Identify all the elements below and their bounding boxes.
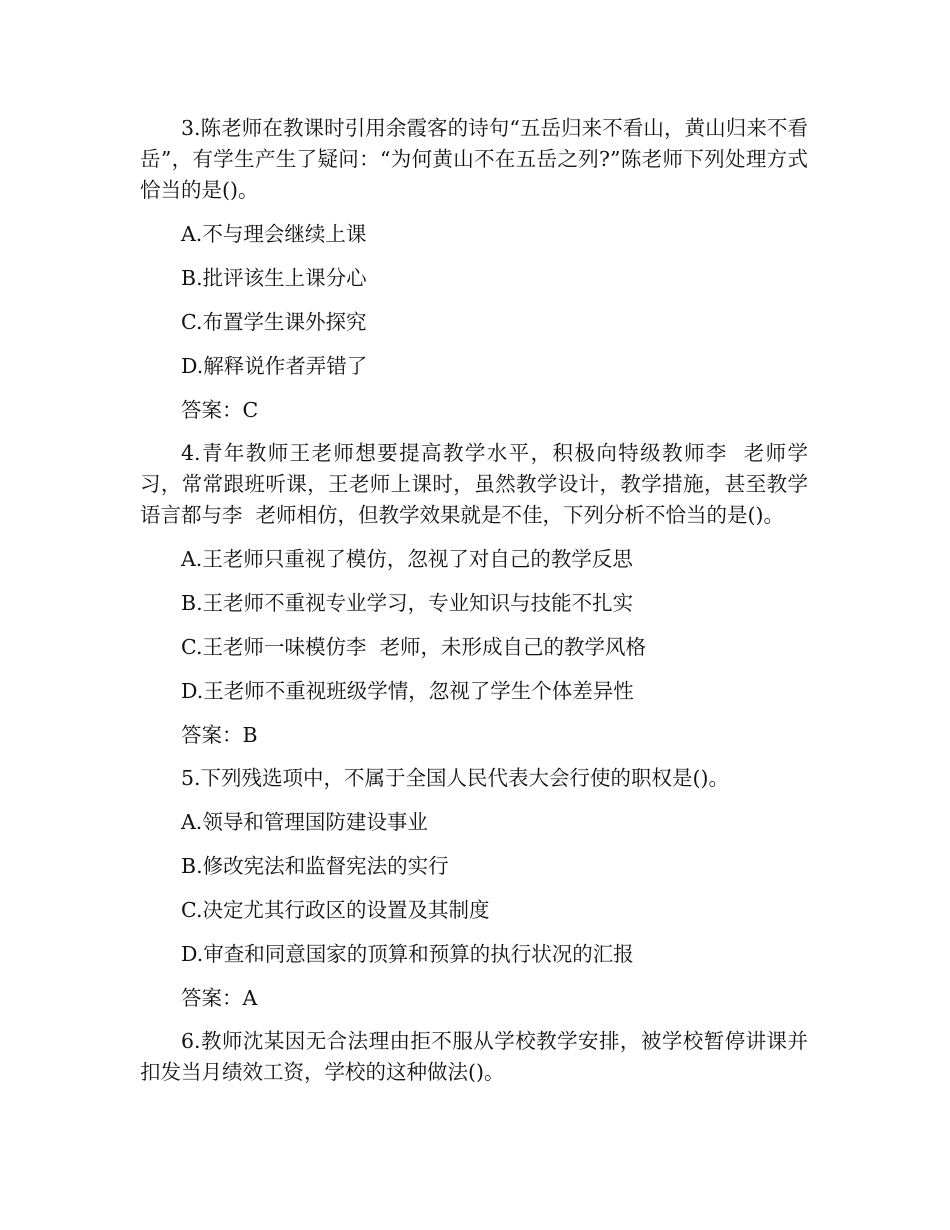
question-4-answer: 答案：B [181, 723, 258, 747]
question-5-option-d: D.审查和同意国家的顶算和预算的执行状况的汇报 [181, 942, 634, 966]
question-5-stem: 5.下列残选项中，不属于全国人民代表大会行使的职权是()。 [181, 766, 730, 790]
question-3-option-d: D.解释说作者弄错了 [181, 354, 368, 378]
document-body [140, 110, 808, 1101]
question-5-option-a: A.领导和管理国防建设事业 [181, 810, 428, 834]
question-3-stem: 3.陈老师在教课时引用余霞客的诗句“五岳归来不看山，黄山归来不看岳”，有学生产生了疑问：“为何黄山不在五岳之列?”陈老师下列处理方式恰当的是()。 [140, 116, 808, 202]
question-5-option-c: C.决定尤其行政区的设置及其制度 [181, 898, 490, 922]
question-3-answer: 答案：C [181, 398, 259, 422]
question-3-option-b: B.批评该生上课分心 [181, 266, 367, 290]
question-5-option-b: B.修改宪法和监督宪法的实行 [181, 854, 449, 878]
question-6-stem: 6.教师沈某因无合法理由拒不服从学校教学安排，被学校暂停讲课并扣发当月绩效工资，学校的这种做法()。 [140, 1029, 808, 1084]
question-4-stem: 4.青年教师王老师想要提高教学水平，积极向特级教师李 老师学习，常常跟班听课，王老师上课时，虽然教学设计，教学措施，甚至教学语言都与李 老师相仿，但教学效果就是不佳，下列分析不恰当的是()。 [140, 441, 808, 527]
question-4-option-a: A.王老师只重视了模仿，忽视了对自己的教学反思 [181, 547, 633, 571]
question-3-option-c: C.布置学生课外探究 [181, 310, 367, 334]
question-5-answer: 答案：A [181, 986, 258, 1010]
question-3-option-a: A.不与理会继续上课 [181, 222, 367, 246]
question-4-option-c: C.王老师一味模仿李 老师，未形成自己的教学风格 [181, 635, 647, 659]
question-4-option-b: B.王老师不重视专业学习，专业知识与技能不扎实 [181, 591, 634, 615]
question-4-option-d: D.王老师不重视班级学情，忽视了学生个体差异性 [181, 679, 634, 703]
